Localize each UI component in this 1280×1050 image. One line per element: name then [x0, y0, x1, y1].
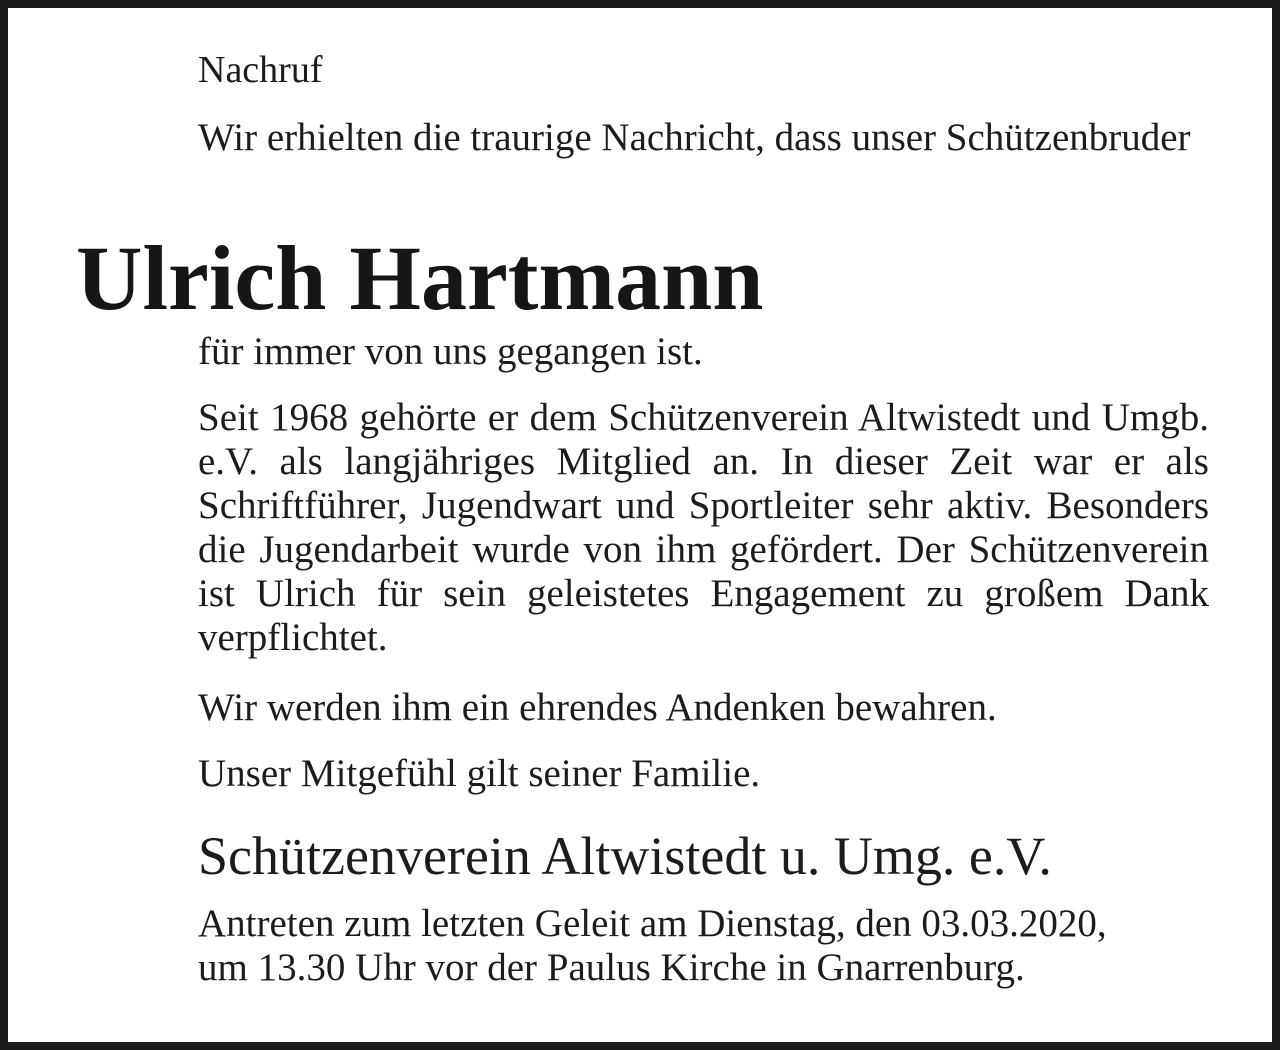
obituary-content [198, 48, 1209, 990]
deceased-name: Ulrich Hartmann [76, 227, 764, 329]
sympathy-line: Unser Mitgefühl gilt seiner Familie. [198, 752, 761, 795]
funeral-line-2: um 13.30 Uhr vor der Paulus Kirche in Gnarrenburg. [198, 946, 1025, 989]
remembrance-line: Wir werden ihm ein ehrendes Andenken bewahren. [198, 686, 997, 729]
organization-name: Schützenverein Altwistedt u. Umg. e.V. [198, 826, 1052, 886]
funeral-line-1: Antreten zum letzten Geleit am Dienstag, den 03.03.2020, [198, 902, 1107, 945]
after-name-line: für immer von uns gegangen ist. [198, 330, 703, 373]
intro-paragraph: Wir erhielten die traurige Nachricht, dass unser Schützenbruder [198, 116, 1191, 159]
obituary-heading: Nachruf [198, 49, 323, 91]
body-paragraph: Seit 1968 gehörte er dem Schützenverein Altwistedt und Umgb. e.V. als langjähriges Mitglied an. In dieser Zeit war er als Schriftführer, Jugendwart und Sportleiter sehr aktiv. Besonders die Jugendarbeit wurde von ihm gefördert. Der Schützenverein ist Ulrich für sein geleistetes Engagement zu großem Dank verpflichtet. [198, 396, 1209, 659]
